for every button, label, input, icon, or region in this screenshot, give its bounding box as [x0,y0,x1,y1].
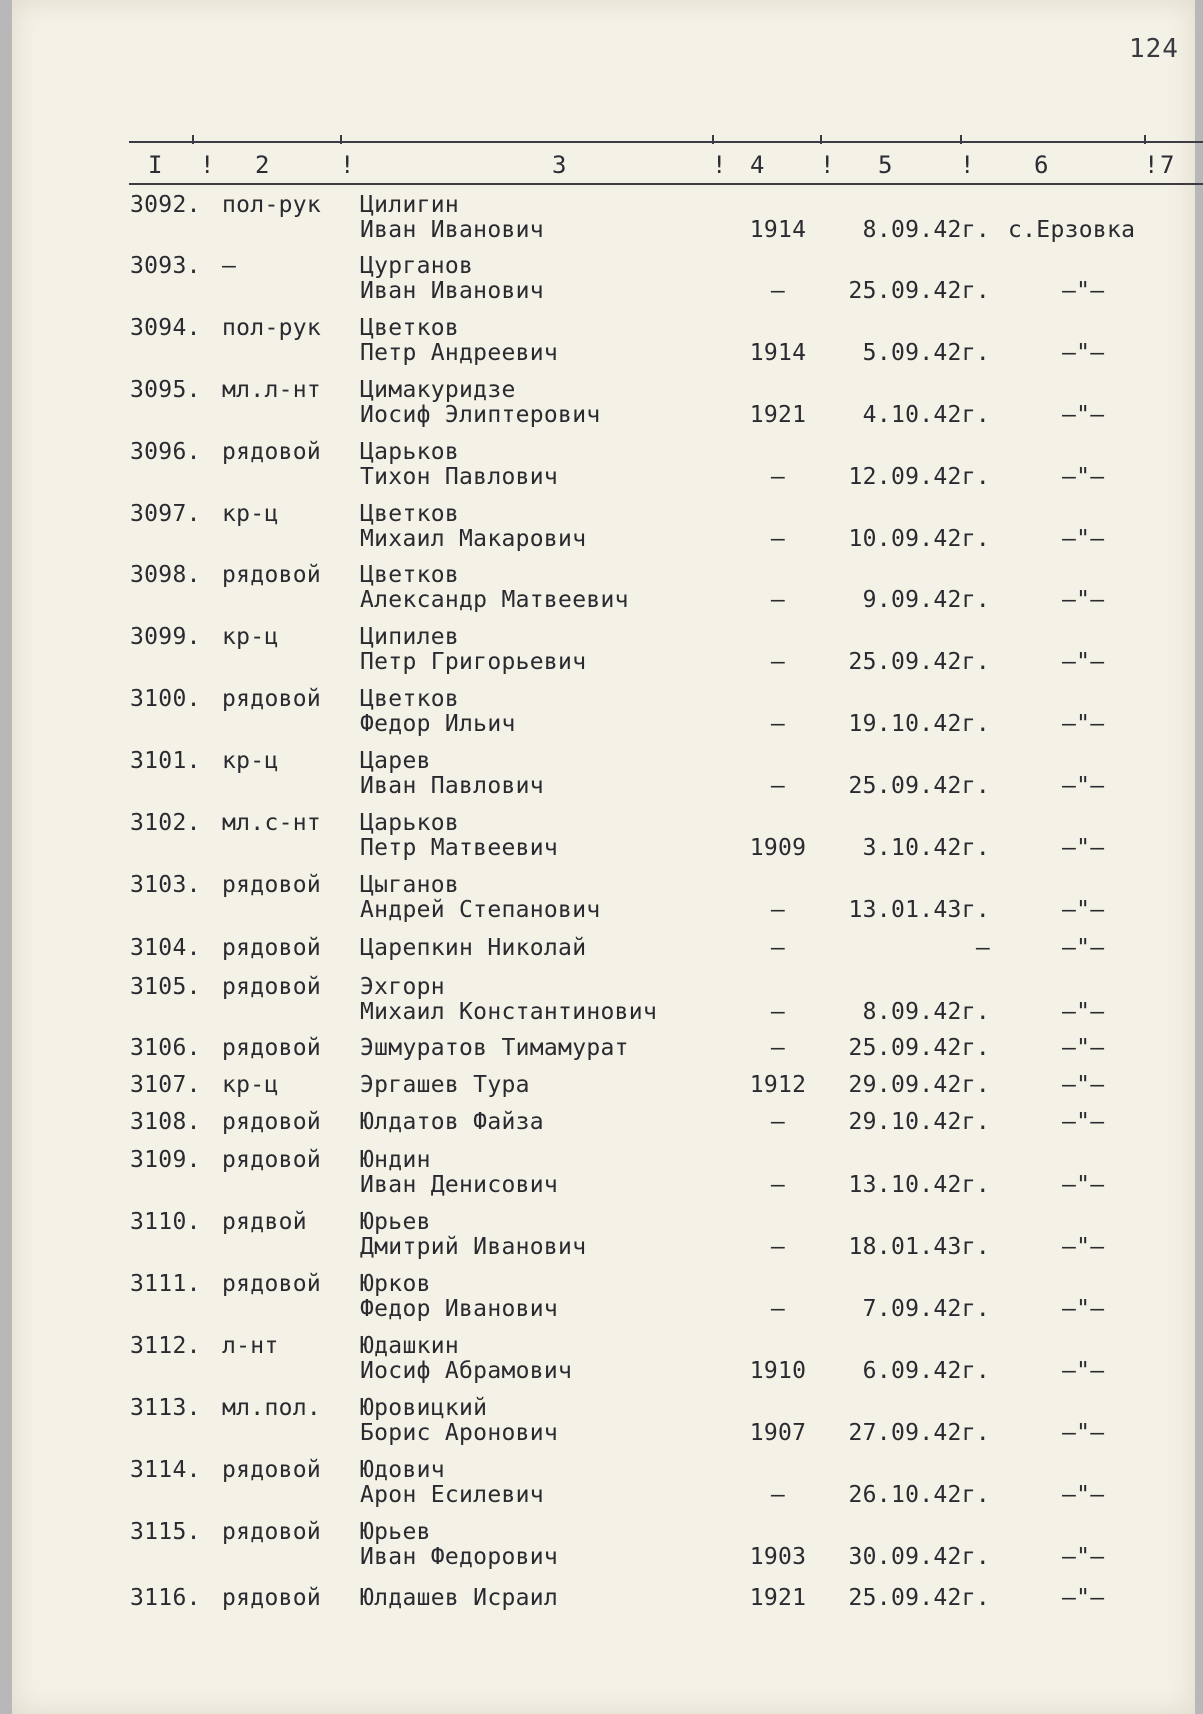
burial-place: –"– [1062,1072,1105,1098]
column-separator: ! [712,151,727,179]
death-date: 13.01.43г. [848,897,990,923]
record-number: 3105. [130,974,201,1000]
death-date: 8.09.42г. [862,999,990,1025]
record-number: 3104. [130,935,201,961]
surname: Царепкин Николай [360,935,587,961]
burial-place: –"– [1062,1358,1105,1384]
surname: Цветков [360,501,460,527]
birth-year: 1914 [749,340,807,366]
rank: кр-ц [222,624,279,650]
column-separator: ! [340,151,355,179]
surname: Юрьев [360,1519,431,1545]
record-number: 3094. [130,315,201,341]
rank: рядовой [222,974,322,1000]
death-date: 8.09.42г. [862,217,990,243]
record-number: 3095. [130,377,201,403]
death-date: 25.09.42г. [848,649,990,675]
burial-place: –"– [1062,1234,1105,1260]
column-header-4: 4 [750,151,765,179]
birth-year: – [770,711,786,737]
rank: рядвой [222,1209,307,1235]
surname: Цыганов [360,872,460,898]
column-header-6: 6 [1034,151,1049,179]
surname: Юдович [360,1457,445,1483]
rank: рядовой [222,1035,322,1061]
record-number: 3100. [130,686,201,712]
birth-year: – [770,1482,786,1508]
record-number: 3107. [130,1072,201,1098]
surname: Цилигин [360,192,460,218]
burial-place: –"– [1062,587,1105,613]
birth-year: 1912 [749,1072,807,1098]
document-page [12,0,1195,1714]
birth-year: – [770,587,786,613]
record-number: 3101. [130,748,201,774]
surname: Цурганов [360,253,474,279]
surname: Эшмуратов Тимамурат [360,1035,629,1061]
page-number: 124 [1129,34,1179,64]
given-names: Иван Денисович [360,1172,559,1198]
record-number: 3113. [130,1395,201,1421]
burial-place: –"– [1062,278,1105,304]
burial-place: –"– [1062,999,1105,1025]
record-number: 3103. [130,872,201,898]
given-names: Иван Федорович [360,1544,559,1570]
burial-place: –"– [1062,1035,1105,1061]
surname: Юндин [360,1147,431,1173]
birth-year: 1921 [749,1585,807,1611]
rule-tick [340,135,342,144]
death-date: 5.09.42г. [862,340,990,366]
birth-year: – [770,1296,786,1322]
burial-place: –"– [1062,711,1105,737]
burial-place: –"– [1062,897,1105,923]
rank: рядовой [222,562,322,588]
death-date: 3.10.42г. [862,835,990,861]
burial-place: –"– [1062,835,1105,861]
birth-year: 1910 [749,1358,807,1384]
surname: Царьков [360,810,460,836]
burial-place: –"– [1062,1544,1105,1570]
given-names: Тихон Павлович [360,464,559,490]
column-header-1: I [148,151,163,179]
surname: Юровицкий [360,1395,488,1421]
given-names: Андрей Степанович [360,897,601,923]
death-date: 19.10.42г. [848,711,990,737]
death-date: – [975,935,990,961]
surname: Юдашкин [360,1333,460,1359]
rule-tick [192,135,194,144]
birth-year: – [770,999,786,1025]
rank: рядовой [222,1109,322,1135]
birth-year: – [770,897,786,923]
burial-place: с.Ерзовка [1008,217,1136,243]
death-date: 27.09.42г. [848,1420,990,1446]
rank: рядовой [222,935,322,961]
birth-year: 1921 [749,402,807,428]
rank: рядовой [222,1585,322,1611]
burial-place: –"– [1062,340,1105,366]
death-date: 6.09.42г. [862,1358,990,1384]
birth-year: 1907 [749,1420,807,1446]
column-header-3: 3 [552,151,567,179]
rank: кр-ц [222,748,279,774]
record-number: 3114. [130,1457,201,1483]
birth-year: – [770,1109,786,1135]
surname: Эхгорн [360,974,445,1000]
birth-year: 1914 [749,217,807,243]
given-names: Михаил Макарович [360,526,587,552]
rule-tick [712,135,714,144]
rank: рядовой [222,1147,322,1173]
burial-place: –"– [1062,1296,1105,1322]
burial-place: –"– [1062,649,1105,675]
record-number: 3102. [130,810,201,836]
rank: рядовой [222,686,322,712]
surname: Ципилев [360,624,460,650]
table-header-rule [129,183,1203,185]
table-top-rule [129,141,1203,143]
burial-place: –"– [1062,526,1105,552]
record-number: 3106. [130,1035,201,1061]
rank: – [222,253,237,279]
birth-year: – [770,649,786,675]
death-date: 25.09.42г. [848,278,990,304]
rank: мл.с-нт [222,810,322,836]
given-names: Федор Ильич [360,711,516,737]
rank: пол-рук [222,315,322,341]
column-header-5: 5 [878,151,893,179]
birth-year: – [770,464,786,490]
given-names: Александр Матвеевич [360,587,629,613]
rank: рядовой [222,439,322,465]
record-number: 3110. [130,1209,201,1235]
record-number: 3111. [130,1271,201,1297]
birth-year: 1909 [749,835,807,861]
surname: Цветков [360,686,460,712]
death-date: 4.10.42г. [862,402,990,428]
birth-year: – [770,935,786,961]
death-date: 13.10.42г. [848,1172,990,1198]
birth-year: 1903 [749,1544,807,1570]
column-header-7: 7 [1160,151,1175,179]
column-separator: ! [200,151,215,179]
given-names: Федор Иванович [360,1296,559,1322]
burial-place: –"– [1062,1482,1105,1508]
surname: Юлдатов Файза [360,1109,544,1135]
column-separator: ! [1144,151,1159,179]
surname: Юлдашев Исраил [360,1585,559,1611]
death-date: 26.10.42г. [848,1482,990,1508]
record-number: 3092. [130,192,201,218]
rank: кр-ц [222,501,279,527]
given-names: Иван Иванович [360,278,544,304]
given-names: Иосиф Абрамович [360,1358,573,1384]
rank: мл.л-нт [222,377,322,403]
given-names: Петр Андреевич [360,340,559,366]
burial-place: –"– [1062,464,1105,490]
record-number: 3116. [130,1585,201,1611]
burial-place: –"– [1062,1585,1105,1611]
column-separator: ! [820,151,835,179]
given-names: Петр Матвеевич [360,835,559,861]
surname: Юрьев [360,1209,431,1235]
surname: Царев [360,748,431,774]
death-date: 25.09.42г. [848,1035,990,1061]
record-number: 3112. [130,1333,201,1359]
rank: пол-рук [222,192,322,218]
birth-year: – [770,773,786,799]
given-names: Иосиф Элиптерович [360,402,601,428]
rule-tick [820,135,822,144]
surname: Юрков [360,1271,431,1297]
burial-place: –"– [1062,1420,1105,1446]
death-date: 29.09.42г. [848,1072,990,1098]
given-names: Борис Аронович [360,1420,559,1446]
column-header-2: 2 [255,151,270,179]
burial-place: –"– [1062,1109,1105,1135]
death-date: 9.09.42г. [862,587,990,613]
given-names: Иван Павлович [360,773,544,799]
record-number: 3108. [130,1109,201,1135]
record-number: 3097. [130,501,201,527]
birth-year: – [770,526,786,552]
given-names: Петр Григорьевич [360,649,587,675]
rule-tick [1144,135,1146,144]
burial-place: –"– [1062,1172,1105,1198]
birth-year: – [770,278,786,304]
record-number: 3093. [130,253,201,279]
death-date: 29.10.42г. [848,1109,990,1135]
burial-place: –"– [1062,935,1105,961]
burial-place: –"– [1062,402,1105,428]
given-names: Иван Иванович [360,217,544,243]
rank: мл.пол. [222,1395,322,1421]
surname: Цимакуридзе [360,377,516,403]
rule-tick [960,135,962,144]
death-date: 12.09.42г. [848,464,990,490]
given-names: Дмитрий Иванович [360,1234,587,1260]
record-number: 3098. [130,562,201,588]
surname: Эргашев Тура [360,1072,530,1098]
burial-place: –"– [1062,773,1105,799]
rank: кр-ц [222,1072,279,1098]
death-date: 10.09.42г. [848,526,990,552]
surname: Цветков [360,315,460,341]
death-date: 25.09.42г. [848,1585,990,1611]
record-number: 3096. [130,439,201,465]
birth-year: – [770,1035,786,1061]
given-names: Арон Есилевич [360,1482,544,1508]
record-number: 3109. [130,1147,201,1173]
column-separator: ! [960,151,975,179]
surname: Цветков [360,562,460,588]
record-number: 3099. [130,624,201,650]
rank: л-нт [222,1333,279,1359]
death-date: 30.09.42г. [848,1544,990,1570]
rank: рядовой [222,1271,322,1297]
death-date: 18.01.43г. [848,1234,990,1260]
rank: рядовой [222,1457,322,1483]
surname: Царьков [360,439,460,465]
death-date: 25.09.42г. [848,773,990,799]
record-number: 3115. [130,1519,201,1545]
birth-year: – [770,1172,786,1198]
rank: рядовой [222,1519,322,1545]
birth-year: – [770,1234,786,1260]
given-names: Михаил Константинович [360,999,658,1025]
death-date: 7.09.42г. [862,1296,990,1322]
rank: рядовой [222,872,322,898]
